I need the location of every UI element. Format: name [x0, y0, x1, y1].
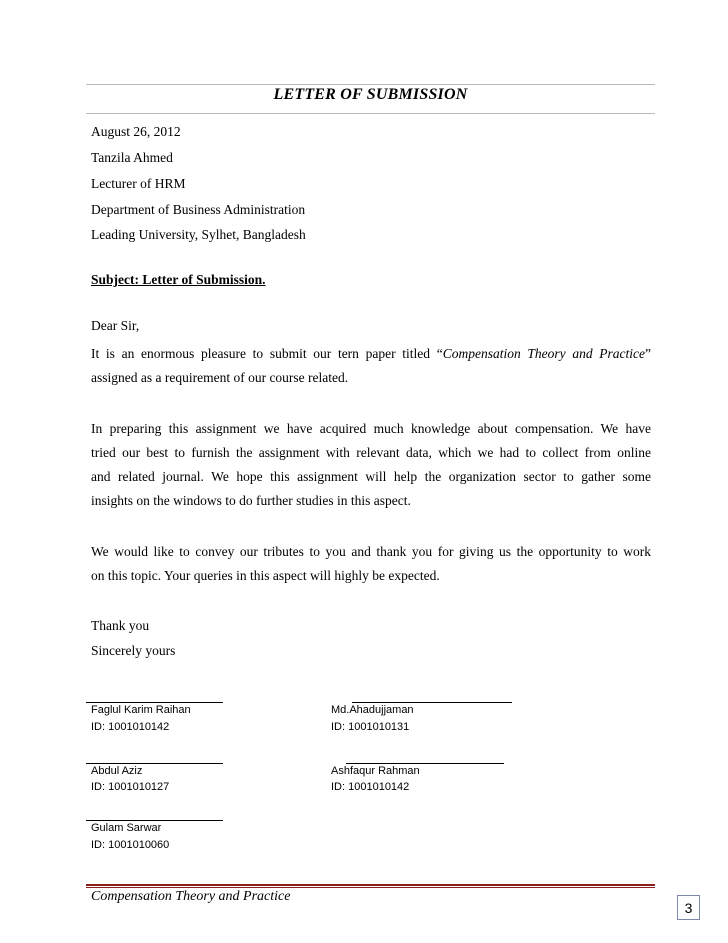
- title-top-rule: [86, 84, 655, 85]
- signatory-name: Md.Ahadujjaman: [331, 704, 414, 716]
- footer-rule-thin: [86, 887, 655, 888]
- closing-thanks: Thank you: [91, 618, 150, 633]
- paragraph-2-line: and related journal. We hope this assignment will help the organization sector to gather some: [91, 469, 651, 484]
- recipient-position: Lecturer of HRM: [91, 176, 186, 191]
- signature-line: [86, 763, 223, 764]
- signatory-id: ID: 1001010127: [91, 781, 170, 793]
- signature-line: [86, 820, 223, 821]
- signature-line: [352, 702, 512, 703]
- salutation: Dear Sir,: [91, 318, 140, 333]
- letter-subject: Subject: Letter of Submission.: [91, 272, 266, 287]
- page-number-box: 3: [677, 895, 700, 920]
- para1-text-c: ”: [645, 346, 651, 361]
- paragraph-1: [91, 342, 651, 390]
- closing-sincerely: Sincerely yours: [91, 643, 176, 658]
- signatory-id: ID: 1001010060: [91, 839, 170, 851]
- signatory-name: Gulam Sarwar: [91, 822, 162, 834]
- signatory-name: Faglul Karim Raihan: [91, 704, 191, 716]
- signatory-id: ID: 1001010131: [331, 721, 410, 733]
- page-title: LETTER OF SUBMISSION: [273, 86, 468, 103]
- footer-title: Compensation Theory and Practice: [91, 889, 291, 904]
- title-bottom-rule: [86, 113, 655, 114]
- paragraph-3-line: We would like to convey our tributes to you and thank you for giving us the opportunity to work: [91, 544, 651, 559]
- signatory-id: ID: 1001010142: [331, 781, 410, 793]
- recipient-department: Department of Business Administration: [91, 202, 306, 217]
- recipient-name: Tanzila Ahmed: [91, 150, 173, 165]
- signatory-name: Abdul Aziz: [91, 765, 143, 777]
- para1-text-a: It is an enormous pleasure to submit our tern paper titled “: [91, 346, 443, 361]
- signature-line: [86, 702, 223, 703]
- paragraph-2-line: tried our best to furnish the assignment with relevant data, which we had to collect from online: [91, 445, 651, 460]
- paragraph-1-line-1: [91, 342, 651, 366]
- recipient-university: Leading University, Sylhet, Bangladesh: [91, 227, 306, 242]
- letter-date: August 26, 2012: [91, 124, 181, 139]
- paragraph-3-line: on this topic. Your queries in this aspect will highly be expected.: [91, 568, 440, 583]
- paragraph-2-line: In preparing this assignment we have acquired much knowledge about compensation. We have: [91, 421, 651, 436]
- paragraph-3: [91, 540, 651, 588]
- signature-line: [346, 763, 504, 764]
- paragraph-2: [91, 417, 651, 513]
- paper-title-italic: Compensation Theory and Practice: [442, 346, 645, 361]
- paragraph-2-line: insights on the windows to do further studies in this aspect.: [91, 493, 411, 508]
- signatory-name: Ashfaqur Rahman: [331, 765, 420, 777]
- footer-rule-thick: [86, 884, 655, 886]
- signatory-id: ID: 1001010142: [91, 721, 170, 733]
- paragraph-1-line-2: assigned as a requirement of our course related.: [91, 370, 349, 385]
